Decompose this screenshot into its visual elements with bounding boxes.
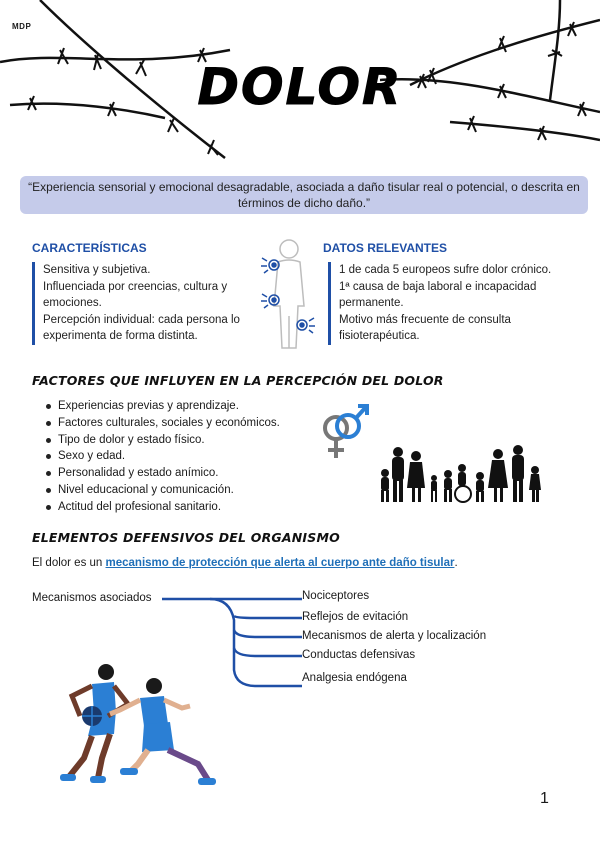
protection-mechanism-link[interactable]: mecanismo de protección que alerta al cuerpo ante daño tisular	[105, 557, 455, 569]
gender-symbols-icon	[318, 402, 370, 462]
list-item: Tipo de dolor y estado físico.	[44, 432, 314, 449]
list-item: Personalidad y estado anímico.	[44, 465, 314, 482]
factores-heading: FACTORES QUE INFLUYEN EN LA PERCEPCIÓN DEL DOLOR	[32, 373, 444, 388]
page-number: 1	[540, 790, 549, 807]
mechanism-item: Conductas defensivas	[302, 649, 416, 661]
mechanism-item: Nociceptores	[302, 590, 370, 602]
caracteristicas-heading: CARACTERÍSTICAS	[32, 241, 147, 255]
dato-item: Motivo más frecuente de consulta fisioterapéutica.	[339, 313, 511, 342]
elementos-heading: ELEMENTOS DEFENSIVOS DEL ORGANISMO	[32, 530, 340, 545]
list-item: Experiencias previas y aprendizaje.	[44, 398, 314, 415]
intro-prefix: El dolor es un	[32, 557, 106, 569]
dato-item: 1 de cada 5 europeos sufre dolor crónico.	[339, 264, 552, 276]
list-item: Factores culturales, sociales y económicos.	[44, 415, 314, 432]
list-item: Sexo y edad.	[44, 448, 314, 465]
mechanisms-label: Mecanismos asociados	[32, 592, 152, 604]
definition-quote: “Experiencia sensorial y emocional desagradable, asociada a daño tisular real o potencial, o descrita en términos de dicho daño.”	[20, 176, 588, 214]
mechanism-item: Reflejos de evitación	[302, 611, 409, 623]
list-item: Nivel educacional y comunicación.	[44, 482, 314, 499]
caracteristica-item: Influenciada por creencias, cultura y emociones.	[43, 280, 228, 309]
page-title: DOLOR	[197, 58, 403, 116]
mechanism-item: Mecanismos de alerta y localización	[302, 630, 487, 642]
caracteristicas-list	[32, 262, 261, 345]
caracteristica-item: Sensitiva y subjetiva.	[43, 264, 151, 276]
datos-list	[328, 262, 585, 345]
body-pain-icon	[258, 236, 320, 352]
caracteristica-item: Percepción individual: cada persona lo experimenta de forma distinta.	[43, 313, 240, 342]
elementos-intro	[32, 557, 458, 569]
author-mark: MDP	[12, 22, 32, 31]
mechanism-item: Analgesia endógena	[302, 672, 407, 684]
list-item: Actitud del profesional sanitario.	[44, 499, 314, 516]
factores-list	[44, 398, 314, 516]
basketball-players-illustration	[58, 660, 223, 792]
people-silhouettes-icon	[376, 440, 544, 504]
dato-item: 1ª causa de baja laboral e incapacidad permanente.	[339, 280, 537, 309]
intro-suffix: .	[454, 557, 458, 569]
datos-heading: DATOS RELEVANTES	[323, 241, 448, 255]
